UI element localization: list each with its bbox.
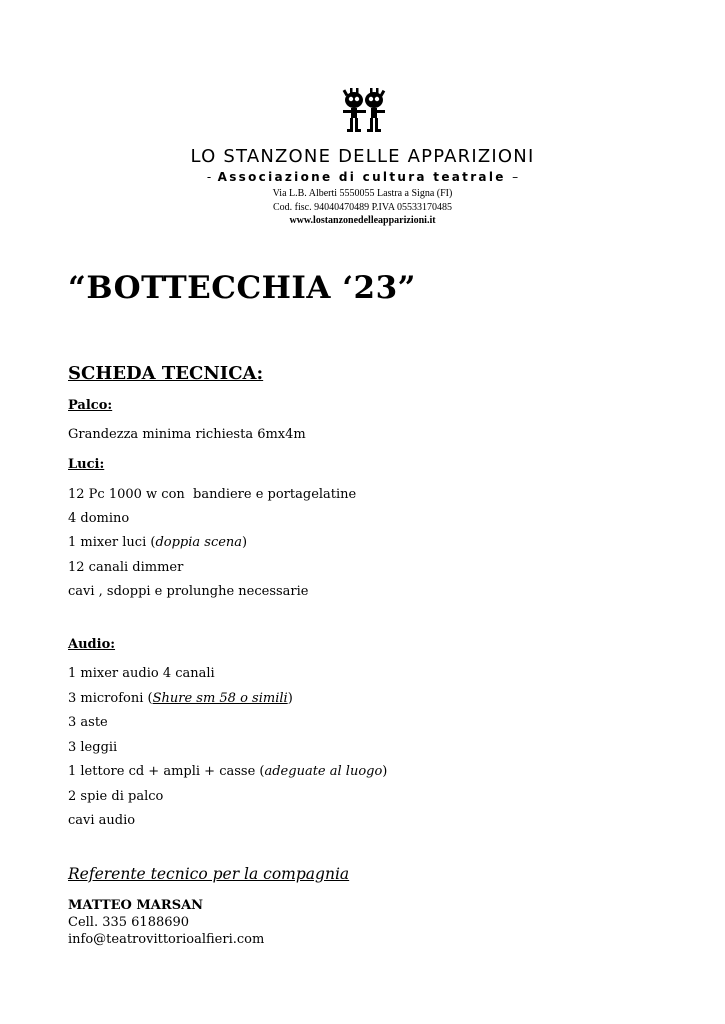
audio-line-5-close: ) (382, 764, 388, 779)
organization-address: Via L.B. Alberti 5550055 Lastra a Signa (FI) (272, 188, 453, 199)
contact-email[interactable]: info@teatrovittorioalfieri.com (68, 932, 265, 947)
audio-line-5-text: 1 lettore cd + ampli + casse ( (68, 764, 265, 779)
luci-line-2: 4 domino (68, 511, 130, 526)
organization-name: LO STANZONE DELLE APPARIZIONI (190, 146, 535, 167)
audio-line-1: 1 mixer audio 4 canali (68, 666, 215, 681)
luci-line-3-text: 1 mixer luci ( (68, 535, 156, 550)
palco-heading: Palco: (68, 398, 113, 413)
scheda-tecnica-heading: SCHEDA TECNICA: (68, 363, 264, 384)
audio-line-2 (68, 691, 293, 706)
organization-website-link[interactable]: www.lostanzonedelleapparizioni.it (289, 215, 436, 226)
audio-line-2-text: 3 microfoni ( (68, 691, 153, 706)
luci-line-3-close: ) (242, 535, 248, 550)
organization-tagline (0, 170, 725, 184)
audio-line-5-italic: adeguate al luogo (264, 764, 383, 779)
audio-line-2-close: ) (287, 691, 293, 706)
referente-heading: Referente tecnico per la compagnia (68, 865, 350, 883)
luci-line-1: 12 Pc 1000 w con bandiere e portagelatine (68, 487, 357, 502)
audio-line-5 (68, 764, 387, 779)
organization-fiscal-codes: Cod. fisc. 94040470489 P.IVA 05533170485 (273, 202, 452, 213)
audio-line-4: 3 leggii (68, 740, 118, 755)
audio-line-6: 2 spie di palco (68, 789, 164, 804)
audio-line-2-italic: Shure sm 58 o simili (152, 691, 288, 706)
luci-heading: Luci: (68, 457, 105, 472)
audio-line-7: cavi audio (68, 813, 136, 828)
tagline-text: Associazione di cultura teatrale (217, 170, 506, 184)
contact-phone: Cell. 335 6188690 (68, 915, 190, 930)
luci-line-4: 12 canali dimmer (68, 560, 184, 575)
luci-line-3 (68, 535, 247, 550)
luci-line-3-italic: doppia scena (155, 535, 243, 550)
palco-line: Grandezza minima richiesta 6mx4m (68, 427, 306, 442)
luci-line-5: cavi , sdoppi e prolunghe necessarie (68, 584, 309, 599)
show-title: “BOTTECCHIA ‘23” (68, 270, 417, 306)
two-figures-logo-icon (340, 86, 388, 136)
contact-name: MATTEO MARSAN (68, 898, 204, 913)
audio-line-3: 3 aste (68, 715, 108, 730)
tagline-dash-left: - (206, 170, 212, 184)
audio-heading: Audio: (68, 637, 116, 652)
tagline-dash-right: – (512, 170, 519, 184)
